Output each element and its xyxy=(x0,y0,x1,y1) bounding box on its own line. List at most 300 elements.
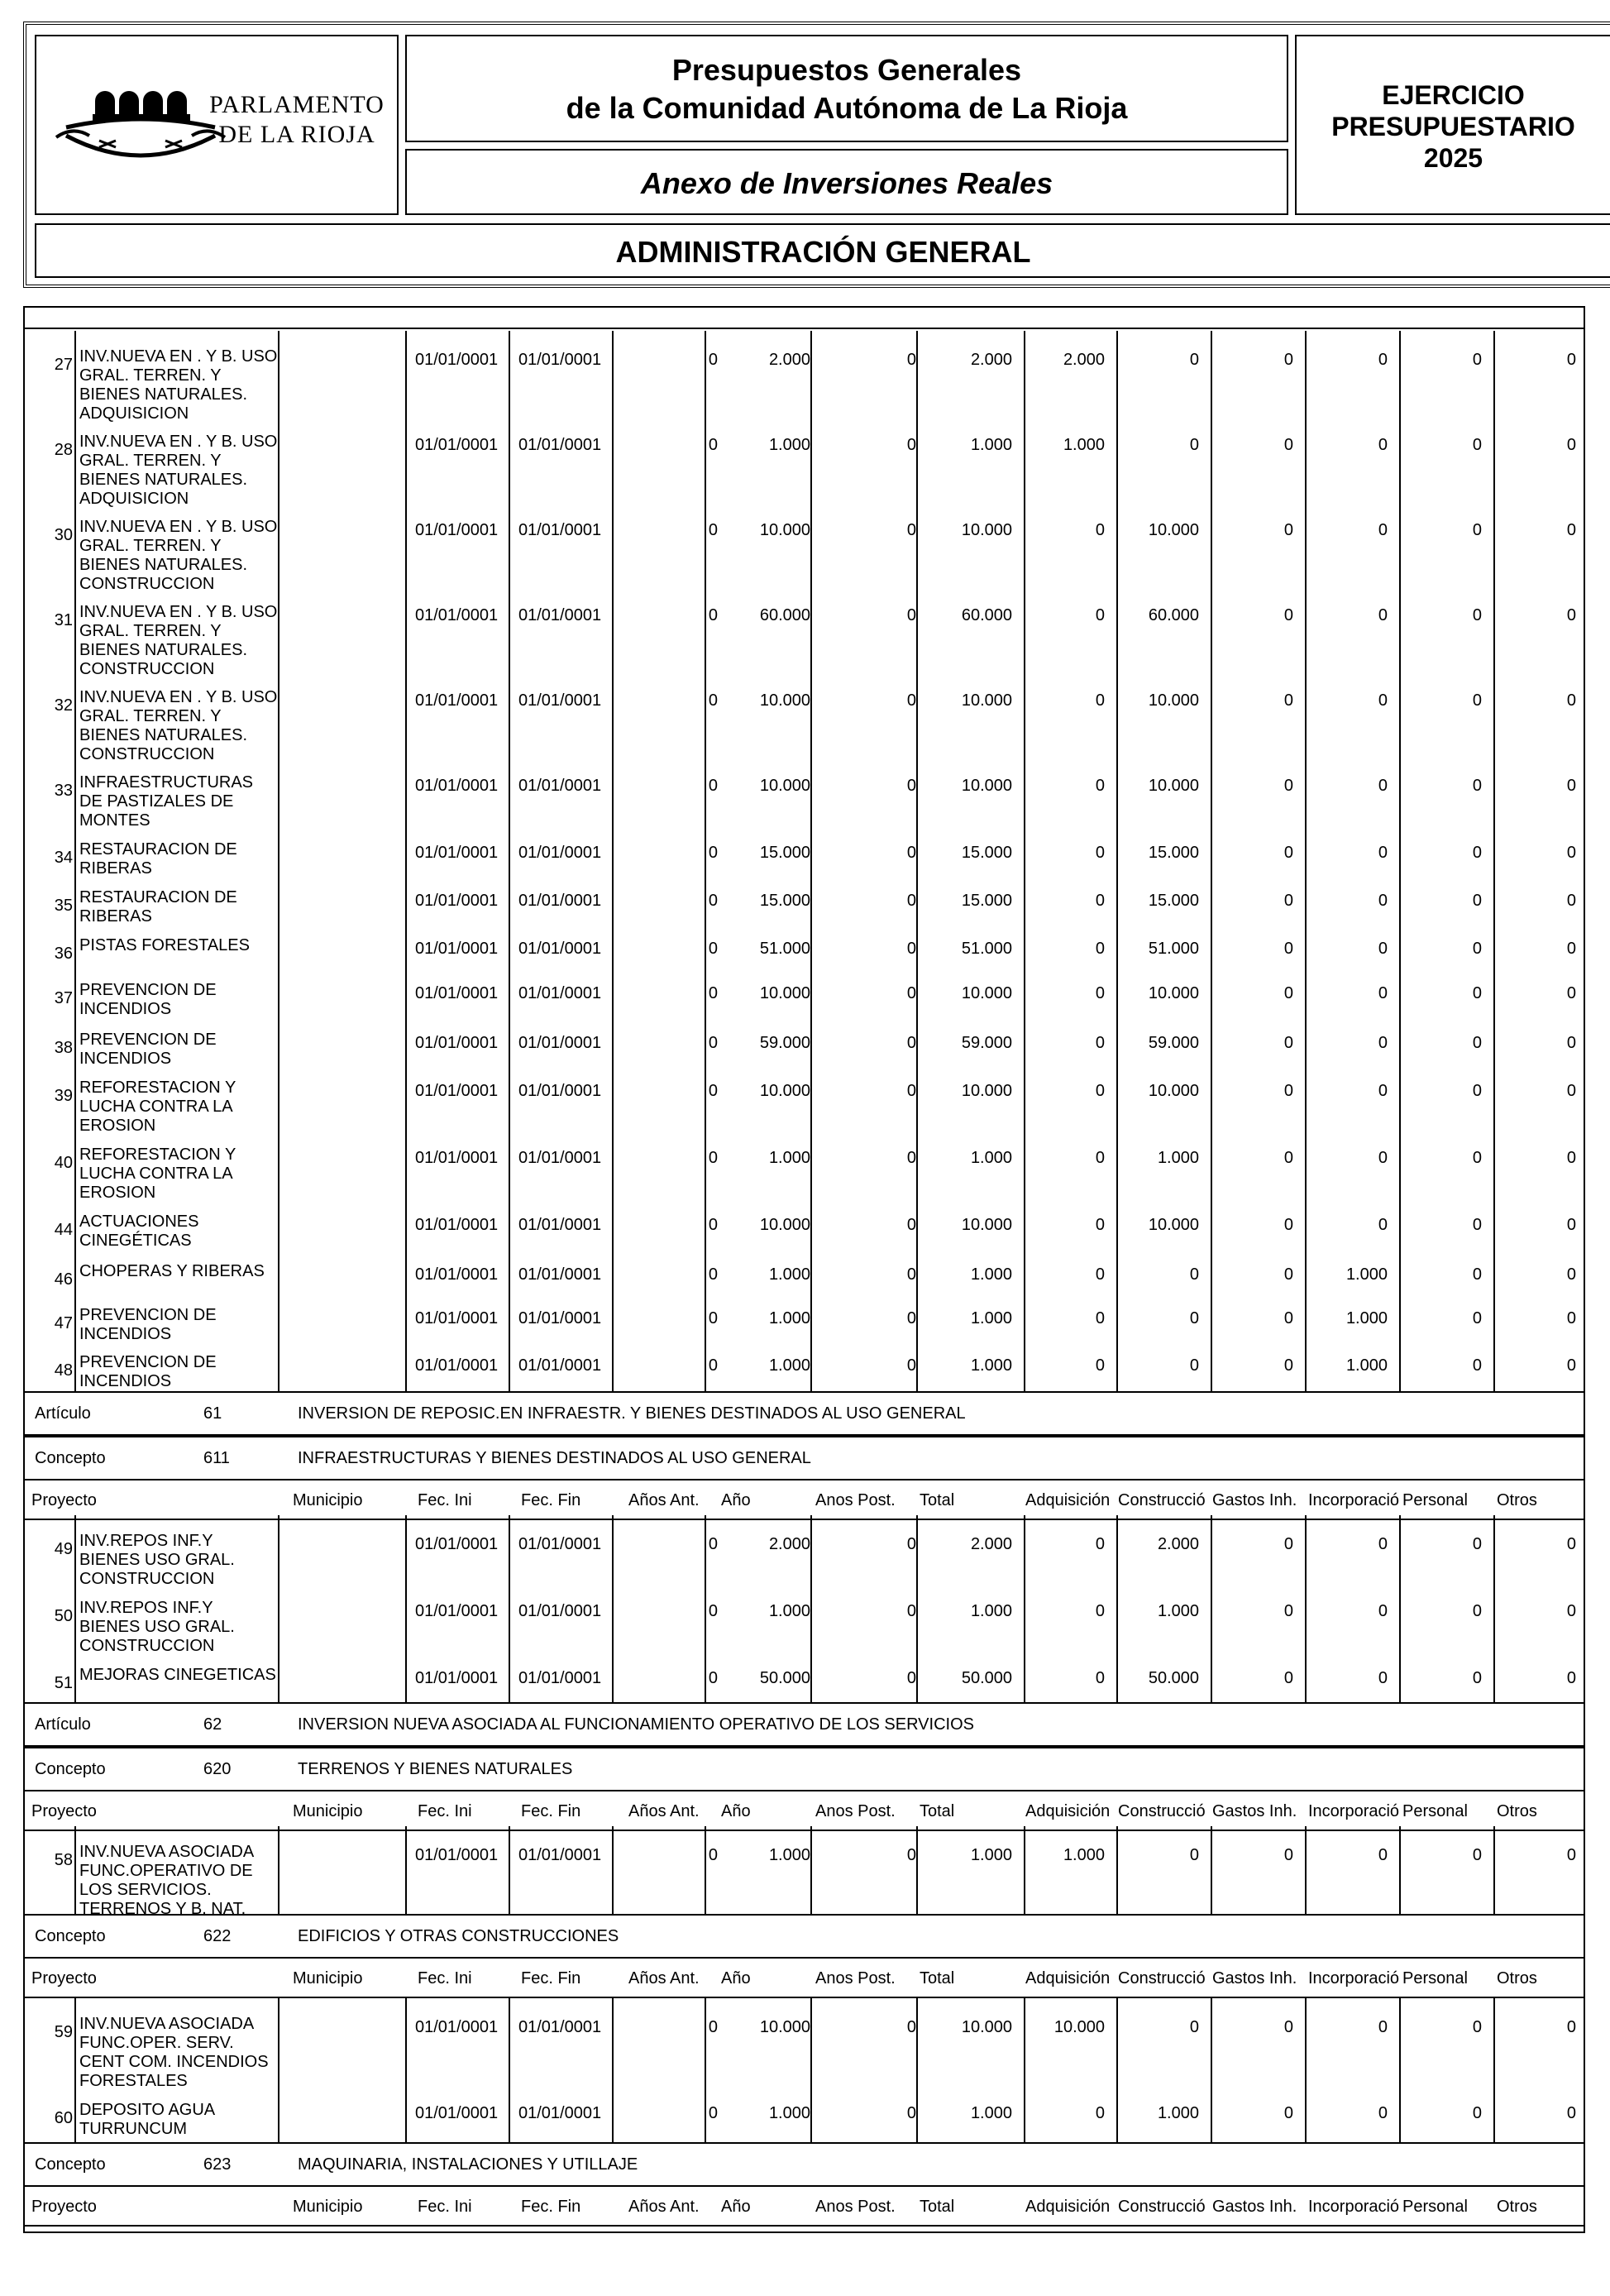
block1-column-divider xyxy=(1305,331,1307,1393)
cell-otros: 0 xyxy=(1566,1265,1576,1284)
column-header: Anos Post. xyxy=(815,1802,896,1820)
cell-adq: 0 xyxy=(1095,1535,1105,1553)
cell-adq: 0 xyxy=(1095,1034,1105,1052)
column-header: Construcció xyxy=(1118,2198,1206,2216)
block1-column-divider xyxy=(1493,331,1495,1393)
cell-gastos: 0 xyxy=(1283,1535,1293,1553)
cell-anio: 1.000 xyxy=(768,1356,810,1375)
column-header: Total xyxy=(920,1969,955,1987)
project-column-header xyxy=(25,1959,1584,1998)
cell-fin: 01/01/0001 xyxy=(518,2104,602,2122)
cell-post: 0 xyxy=(906,606,916,624)
cell-pers: 0 xyxy=(1472,2018,1482,2036)
column-header: Municipio xyxy=(293,2198,363,2216)
cell-post: 0 xyxy=(906,521,916,539)
block2-column-divider xyxy=(509,1515,510,1702)
cell-gastos: 0 xyxy=(1283,1356,1293,1375)
block4-column-divider xyxy=(405,1998,407,2142)
project-number: 46 xyxy=(54,1270,73,1289)
cell-fin: 01/01/0001 xyxy=(518,1535,602,1553)
cell-pers: 0 xyxy=(1472,436,1482,454)
cell-ant: 0 xyxy=(708,436,718,454)
concepto-611 xyxy=(25,1436,1584,1480)
block4-column-divider xyxy=(74,1998,76,2142)
project-description: CHOPERAS Y RIBERAS xyxy=(79,1262,265,1280)
cell-otros: 0 xyxy=(1566,892,1576,910)
block3-column-divider xyxy=(1399,1826,1401,1914)
column-header: Proyecto xyxy=(31,1969,97,1987)
project-number: 50 xyxy=(54,1607,73,1625)
block2-column-divider xyxy=(1305,1515,1307,1702)
cell-gastos: 0 xyxy=(1283,1846,1293,1864)
document-title xyxy=(405,35,1288,142)
cell-ini: 01/01/0001 xyxy=(415,1356,499,1375)
cell-pers: 0 xyxy=(1472,1669,1482,1687)
cell-pers: 0 xyxy=(1472,984,1482,1002)
block2-column-divider xyxy=(1024,1515,1025,1702)
project-number: 37 xyxy=(54,989,73,1007)
cell-total: 60.000 xyxy=(961,606,1012,624)
project-number: 32 xyxy=(54,696,73,715)
block3-column-divider xyxy=(1024,1826,1025,1914)
cell-ini: 01/01/0001 xyxy=(415,1216,499,1234)
cell-cons: 15.000 xyxy=(1148,844,1199,862)
project-number: 49 xyxy=(54,1540,73,1558)
cell-inc: 0 xyxy=(1378,2018,1388,2036)
cell-anio: 1.000 xyxy=(768,2104,810,2122)
column-header: Años Ant. xyxy=(628,1802,700,1820)
block4-column-divider xyxy=(1399,1998,1401,2142)
column-header: Total xyxy=(920,1491,955,1509)
block1-column-divider xyxy=(1399,331,1401,1393)
cell-fin: 01/01/0001 xyxy=(518,1602,602,1620)
column-header: Fec. Ini xyxy=(418,1969,472,1987)
cell-post: 0 xyxy=(906,691,916,710)
cell-ant: 0 xyxy=(708,892,718,910)
cell-anio: 10.000 xyxy=(759,1082,810,1100)
column-header: Adquisición xyxy=(1025,2198,1111,2216)
cell-ini: 01/01/0001 xyxy=(415,351,499,369)
cell-pers: 0 xyxy=(1472,1535,1482,1553)
project-number: 36 xyxy=(54,945,73,963)
cell-total: 10.000 xyxy=(961,1216,1012,1234)
cell-adq: 2.000 xyxy=(1063,351,1105,369)
block3-column-divider xyxy=(1211,1826,1212,1914)
block1-column-divider xyxy=(509,331,510,1393)
cell-post: 0 xyxy=(906,940,916,958)
cell-anio: 2.000 xyxy=(768,351,810,369)
cell-inc: 0 xyxy=(1378,892,1388,910)
articulo-62-code: 62 xyxy=(203,1715,222,1734)
project-description: INV.REPOS INF.Y BIENES USO GRAL. CONSTRUCCION xyxy=(79,1599,235,1655)
column-header: Incorporació xyxy=(1308,1969,1399,1987)
cell-anio: 15.000 xyxy=(759,844,810,862)
cell-ant: 0 xyxy=(708,521,718,539)
column-header: Gastos Inh. xyxy=(1212,2198,1297,2216)
cell-ini: 01/01/0001 xyxy=(415,1669,499,1687)
block4-column-divider xyxy=(1305,1998,1307,2142)
exercise-year: 2025 xyxy=(1423,143,1483,173)
project-description: PREVENCION DE INCENDIOS xyxy=(79,1353,217,1390)
column-header: Fec. Fin xyxy=(521,1969,581,1987)
cell-anio: 10.000 xyxy=(759,1216,810,1234)
cell-gastos: 0 xyxy=(1283,1149,1293,1167)
project-column-header xyxy=(25,2187,1584,2227)
cell-otros: 0 xyxy=(1566,1309,1576,1327)
cell-fin: 01/01/0001 xyxy=(518,1216,602,1234)
project-description: INV.NUEVA ASOCIADA FUNC.OPERATIVO DE LOS SERVICIOS. TERRENOS Y B. NAT. xyxy=(79,1843,254,1918)
cell-ini: 01/01/0001 xyxy=(415,691,499,710)
cell-total: 1.000 xyxy=(970,1265,1012,1284)
column-header: Fec. Fin xyxy=(521,1491,581,1509)
block2-column-divider xyxy=(810,1515,812,1702)
concepto-620-label: Concepto xyxy=(35,1760,106,1778)
project-number: 30 xyxy=(54,526,73,544)
cell-otros: 0 xyxy=(1566,1846,1576,1864)
cell-otros: 0 xyxy=(1566,1602,1576,1620)
cell-ini: 01/01/0001 xyxy=(415,1602,499,1620)
block3-column-divider xyxy=(1493,1826,1495,1914)
cell-gastos: 0 xyxy=(1283,844,1293,862)
project-description: REFORESTACION Y LUCHA CONTRA LA EROSION xyxy=(79,1146,236,1202)
block3-column-divider xyxy=(278,1826,279,1914)
cell-inc: 0 xyxy=(1378,940,1388,958)
project-number: 38 xyxy=(54,1039,73,1057)
column-header: Anos Post. xyxy=(815,1969,896,1987)
cell-otros: 0 xyxy=(1566,436,1576,454)
cell-cons: 1.000 xyxy=(1157,2104,1199,2122)
column-header: Año xyxy=(721,1969,751,1987)
cell-adq: 10.000 xyxy=(1053,2018,1105,2036)
cell-total: 1.000 xyxy=(970,1356,1012,1375)
cell-inc: 0 xyxy=(1378,984,1388,1002)
cell-total: 2.000 xyxy=(970,351,1012,369)
cell-adq: 0 xyxy=(1095,606,1105,624)
cell-inc: 0 xyxy=(1378,351,1388,369)
project-number: 33 xyxy=(54,782,73,800)
column-header: Anos Post. xyxy=(815,1491,896,1509)
cell-otros: 0 xyxy=(1566,1149,1576,1167)
cell-total: 1.000 xyxy=(970,1149,1012,1167)
cell-post: 0 xyxy=(906,436,916,454)
block1-column-divider xyxy=(405,331,407,1393)
cell-gastos: 0 xyxy=(1283,1082,1293,1100)
cell-adq: 0 xyxy=(1095,892,1105,910)
cell-fin: 01/01/0001 xyxy=(518,1669,602,1687)
cell-ini: 01/01/0001 xyxy=(415,1082,499,1100)
cell-gastos: 0 xyxy=(1283,351,1293,369)
cell-cons: 10.000 xyxy=(1148,984,1199,1002)
column-header: Anos Post. xyxy=(815,2198,896,2216)
cell-ant: 0 xyxy=(708,844,718,862)
cell-ini: 01/01/0001 xyxy=(415,1309,499,1327)
cell-total: 10.000 xyxy=(961,777,1012,795)
concepto-623-label: Concepto xyxy=(35,2155,106,2174)
cell-post: 0 xyxy=(906,892,916,910)
concepto-623-code: 623 xyxy=(203,2155,232,2174)
column-header: Adquisición xyxy=(1025,1802,1111,1820)
block2-column-divider xyxy=(1493,1515,1495,1702)
cell-pers: 0 xyxy=(1472,1846,1482,1864)
cell-ant: 0 xyxy=(708,351,718,369)
column-header: Proyecto xyxy=(31,2198,97,2216)
cell-cons: 59.000 xyxy=(1148,1034,1199,1052)
cell-post: 0 xyxy=(906,351,916,369)
section-title: ADMINISTRACIÓN GENERAL xyxy=(35,223,1610,278)
cell-adq: 0 xyxy=(1095,1082,1105,1100)
document-subtitle: Anexo de Inversiones Reales xyxy=(405,149,1288,215)
cell-ant: 0 xyxy=(708,777,718,795)
cell-adq: 1.000 xyxy=(1063,436,1105,454)
cell-cons: 51.000 xyxy=(1148,940,1199,958)
cell-gastos: 0 xyxy=(1283,984,1293,1002)
column-header: Fec. Fin xyxy=(521,1802,581,1820)
cell-inc: 0 xyxy=(1378,1216,1388,1234)
column-header: Otros xyxy=(1497,2198,1537,2216)
cell-total: 50.000 xyxy=(961,1669,1012,1687)
column-header: Fec. Ini xyxy=(418,1802,472,1820)
project-number: 58 xyxy=(54,1851,73,1869)
project-description: RESTAURACION DE RIBERAS xyxy=(79,888,237,926)
block2-column-divider xyxy=(1116,1515,1118,1702)
cell-anio: 1.000 xyxy=(768,1265,810,1284)
cell-gastos: 0 xyxy=(1283,777,1293,795)
cell-cons: 10.000 xyxy=(1148,1082,1199,1100)
cell-cons: 0 xyxy=(1189,2018,1199,2036)
cell-anio: 50.000 xyxy=(759,1669,810,1687)
exercise-box xyxy=(1295,35,1610,215)
cell-gastos: 0 xyxy=(1283,521,1293,539)
concepto-622 xyxy=(25,1914,1584,1959)
cell-post: 0 xyxy=(906,1669,916,1687)
block1-column-divider xyxy=(1024,331,1025,1393)
cell-otros: 0 xyxy=(1566,1034,1576,1052)
cell-post: 0 xyxy=(906,777,916,795)
column-header: Construcció xyxy=(1118,1802,1206,1820)
column-header: Proyecto xyxy=(31,1802,97,1820)
block4-column-divider xyxy=(705,1998,706,2142)
cell-ini: 01/01/0001 xyxy=(415,940,499,958)
articulo-61-code: 61 xyxy=(203,1404,222,1423)
column-header: Municipio xyxy=(293,1802,363,1820)
cell-ini: 01/01/0001 xyxy=(415,1535,499,1553)
cell-fin: 01/01/0001 xyxy=(518,1356,602,1375)
cell-inc: 0 xyxy=(1378,844,1388,862)
cell-inc: 0 xyxy=(1378,1535,1388,1553)
cell-ant: 0 xyxy=(708,1216,718,1234)
block2-column-divider xyxy=(612,1515,614,1702)
block3-column-divider xyxy=(509,1826,510,1914)
project-description: PREVENCION DE INCENDIOS xyxy=(79,981,217,1018)
cell-fin: 01/01/0001 xyxy=(518,1265,602,1284)
concepto-611-code: 611 xyxy=(203,1449,230,1467)
cell-pers: 0 xyxy=(1472,1265,1482,1284)
cell-otros: 0 xyxy=(1566,777,1576,795)
cell-total: 1.000 xyxy=(970,2104,1012,2122)
cell-adq: 0 xyxy=(1095,1669,1105,1687)
cell-gastos: 0 xyxy=(1283,606,1293,624)
cell-pers: 0 xyxy=(1472,892,1482,910)
cell-inc: 0 xyxy=(1378,1034,1388,1052)
cell-pers: 0 xyxy=(1472,351,1482,369)
project-number: 59 xyxy=(54,2023,73,2041)
cell-anio: 60.000 xyxy=(759,606,810,624)
cell-gastos: 0 xyxy=(1283,1265,1293,1284)
cell-ant: 0 xyxy=(708,1034,718,1052)
cell-cons: 10.000 xyxy=(1148,521,1199,539)
cell-gastos: 0 xyxy=(1283,1669,1293,1687)
block4-column-divider xyxy=(916,1998,918,2142)
project-number: 60 xyxy=(54,2109,73,2127)
column-header: Otros xyxy=(1497,1969,1537,1987)
parliament-line1: PARLAMENTO xyxy=(209,91,385,118)
cell-inc: 1.000 xyxy=(1345,1356,1388,1375)
cell-otros: 0 xyxy=(1566,2104,1576,2122)
cell-total: 1.000 xyxy=(970,1602,1012,1620)
cell-otros: 0 xyxy=(1566,1082,1576,1100)
column-header: Años Ant. xyxy=(628,1491,700,1509)
cell-fin: 01/01/0001 xyxy=(518,1149,602,1167)
block3-column-divider xyxy=(1116,1826,1118,1914)
column-header: Personal xyxy=(1402,1802,1468,1820)
column-header: Incorporació xyxy=(1308,1491,1399,1509)
project-description: MEJORAS CINEGETICAS xyxy=(79,1666,276,1684)
cell-inc: 0 xyxy=(1378,1846,1388,1864)
column-header: Otros xyxy=(1497,1491,1537,1509)
project-description: INV.REPOS INF.Y BIENES USO GRAL. CONSTRUCCION xyxy=(79,1532,235,1588)
concepto-611-label: Concepto xyxy=(35,1449,106,1467)
cell-ini: 01/01/0001 xyxy=(415,892,499,910)
cell-inc: 1.000 xyxy=(1345,1265,1388,1284)
cell-ant: 0 xyxy=(708,984,718,1002)
block4-column-divider xyxy=(612,1998,614,2142)
cell-otros: 0 xyxy=(1566,984,1576,1002)
project-number: 40 xyxy=(54,1154,73,1172)
cell-adq: 0 xyxy=(1095,1602,1105,1620)
cell-adq: 0 xyxy=(1095,940,1105,958)
cell-fin: 01/01/0001 xyxy=(518,436,602,454)
cell-ant: 0 xyxy=(708,606,718,624)
cell-pers: 0 xyxy=(1472,1149,1482,1167)
cell-gastos: 0 xyxy=(1283,2104,1293,2122)
cell-inc: 0 xyxy=(1378,606,1388,624)
cell-post: 0 xyxy=(906,984,916,1002)
cell-post: 0 xyxy=(906,2104,916,2122)
cell-anio: 15.000 xyxy=(759,892,810,910)
column-header: Adquisición xyxy=(1025,1491,1111,1509)
cell-ini: 01/01/0001 xyxy=(415,2018,499,2036)
cell-post: 0 xyxy=(906,1309,916,1327)
block1-column-divider xyxy=(705,331,706,1393)
cell-ant: 0 xyxy=(708,1082,718,1100)
column-header: Incorporació xyxy=(1308,1802,1399,1820)
cell-post: 0 xyxy=(906,1265,916,1284)
cell-post: 0 xyxy=(906,1602,916,1620)
block1-column-divider xyxy=(278,331,279,1393)
project-description: RESTAURACION DE RIBERAS xyxy=(79,840,237,878)
cell-ant: 0 xyxy=(708,1846,718,1864)
concepto-622-text: EDIFICIOS Y OTRAS CONSTRUCCIONES xyxy=(298,1927,619,1945)
concepto-622-label: Concepto xyxy=(35,1927,106,1945)
title-line1: Presupuestos Generales xyxy=(671,53,1022,87)
cell-cons: 1.000 xyxy=(1157,1149,1199,1167)
cell-total: 1.000 xyxy=(970,1846,1012,1864)
cell-cons: 0 xyxy=(1189,436,1199,454)
project-description: INFRAESTRUCTURAS DE PASTIZALES DE MONTES xyxy=(79,773,254,830)
cell-pers: 0 xyxy=(1472,1082,1482,1100)
column-header: Año xyxy=(721,1802,751,1820)
cell-adq: 0 xyxy=(1095,984,1105,1002)
cell-anio: 10.000 xyxy=(759,984,810,1002)
cell-gastos: 0 xyxy=(1283,691,1293,710)
articulo-61-text: INVERSION DE REPOSIC.EN INFRAESTR. Y BIENES DESTINADOS AL USO GENERAL xyxy=(298,1404,966,1423)
cell-anio: 10.000 xyxy=(759,777,810,795)
cell-pers: 0 xyxy=(1472,1602,1482,1620)
articulo-62-label: Artículo xyxy=(35,1715,91,1734)
cell-cons: 0 xyxy=(1189,1309,1199,1327)
project-description: INV.NUEVA EN . Y B. USO GRAL. TERREN. Y BIENES NATURALES. CONSTRUCCION xyxy=(79,688,278,763)
column-header: Personal xyxy=(1402,2198,1468,2216)
cell-ant: 0 xyxy=(708,1309,718,1327)
cell-ini: 01/01/0001 xyxy=(415,1149,499,1167)
cell-post: 0 xyxy=(906,1149,916,1167)
cell-adq: 0 xyxy=(1095,1265,1105,1284)
cell-fin: 01/01/0001 xyxy=(518,351,602,369)
block1-column-divider xyxy=(810,331,812,1393)
block4-column-divider xyxy=(1211,1998,1212,2142)
concepto-620-code: 620 xyxy=(203,1760,232,1778)
block1-column-divider xyxy=(612,331,614,1393)
column-header: Años Ant. xyxy=(628,1969,700,1987)
cell-ini: 01/01/0001 xyxy=(415,1846,499,1864)
cell-post: 0 xyxy=(906,1356,916,1375)
cell-pers: 0 xyxy=(1472,1034,1482,1052)
column-header: Construcció xyxy=(1118,1969,1206,1987)
cell-anio: 59.000 xyxy=(759,1034,810,1052)
cell-post: 0 xyxy=(906,1082,916,1100)
cell-anio: 10.000 xyxy=(759,691,810,710)
cell-fin: 01/01/0001 xyxy=(518,1309,602,1327)
block2-column-divider xyxy=(405,1515,407,1702)
cell-otros: 0 xyxy=(1566,844,1576,862)
cell-ant: 0 xyxy=(708,940,718,958)
exercise-line2: PRESUPUESTARIO xyxy=(1331,112,1575,141)
block2-column-divider xyxy=(916,1515,918,1702)
concepto-611-text: INFRAESTRUCTURAS Y BIENES DESTINADOS AL USO GENERAL xyxy=(298,1449,811,1467)
cell-cons: 0 xyxy=(1189,1846,1199,1864)
cell-gastos: 0 xyxy=(1283,1309,1293,1327)
cell-ini: 01/01/0001 xyxy=(415,2104,499,2122)
cell-ini: 01/01/0001 xyxy=(415,777,499,795)
block3-column-divider xyxy=(705,1826,706,1914)
block2-column-divider xyxy=(1399,1515,1401,1702)
project-description: INV.NUEVA EN . Y B. USO GRAL. TERREN. Y BIENES NATURALES. CONSTRUCCION xyxy=(79,518,278,593)
cell-ant: 0 xyxy=(708,691,718,710)
cell-gastos: 0 xyxy=(1283,940,1293,958)
cell-total: 59.000 xyxy=(961,1034,1012,1052)
cell-pers: 0 xyxy=(1472,606,1482,624)
cell-pers: 0 xyxy=(1472,777,1482,795)
project-description: PREVENCION DE INCENDIOS xyxy=(79,1306,217,1343)
cell-fin: 01/01/0001 xyxy=(518,691,602,710)
cell-pers: 0 xyxy=(1472,1216,1482,1234)
cell-adq: 1.000 xyxy=(1063,1846,1105,1864)
project-description: REFORESTACION Y LUCHA CONTRA LA EROSION xyxy=(79,1079,236,1135)
project-number: 44 xyxy=(54,1221,73,1239)
cell-pers: 0 xyxy=(1472,940,1482,958)
cell-post: 0 xyxy=(906,1846,916,1864)
cell-total: 1.000 xyxy=(970,1309,1012,1327)
